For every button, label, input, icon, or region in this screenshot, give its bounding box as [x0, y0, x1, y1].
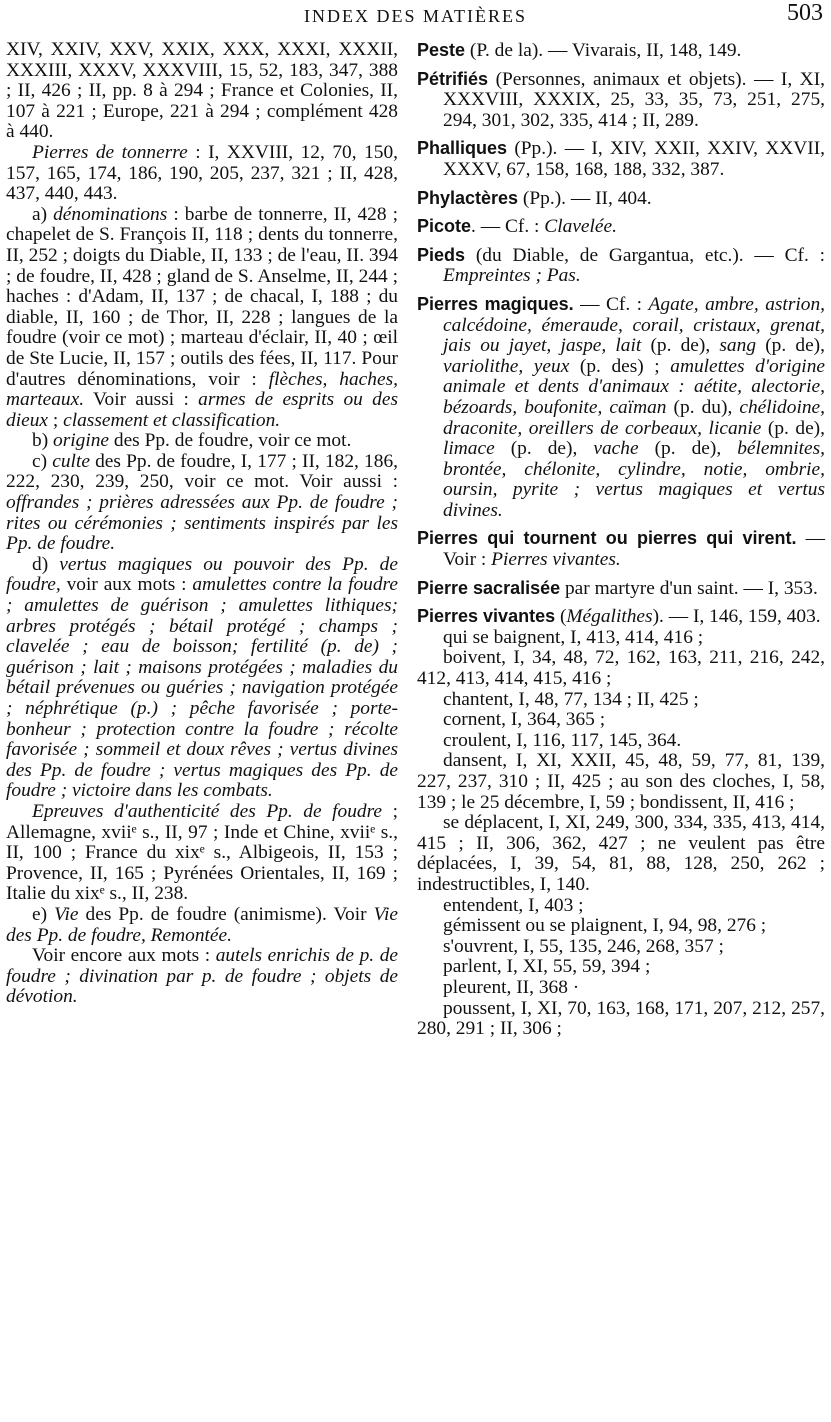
subentry: se déplacent, I, XI, 249, 300, 334, 335, 413, 414, 415 ; II, 306, 362, 427 ; ne veulent pas être déplacées, I, 39, 54, 81, 88, 128, 250, 262 ; indestructibles, I, 140. [417, 812, 825, 895]
section-epreuves: Epreuves d'authenticité des Pp. de foudre ; Allemagne, xviiᵉ s., II, 97 ; Inde et Chine, xviiᵉ s., II, 100 ; France du xixᵉ s., Albigeois, II, 153 ; Provence, II, 165 ; Pyrénées Orientales, II, 169 ; Italie du xixᵉ s., II, 238. [6, 800, 398, 905]
subentry: cornent, I, 364, 365 ; [443, 709, 606, 731]
entry-pierre-sacralisee: Pierre sacralisée par martyre d'un saint. — I, 353. [417, 577, 818, 599]
section-e-vie: e) Vie des Pp. de foudre (animisme). Voir Vie des Pp. de foudre, Remontée. [6, 903, 398, 946]
page-header [0, 0, 831, 36]
subentry: poussent, I, XI, 70, 163, 168, 171, 207, 212, 257, 280, 291 ; II, 306 ; [417, 997, 825, 1040]
section-a-denominations: a) dénominations : barbe de tonnerre, II, 428 ; chapelet de S. François II, 118 ; dents du tonnerre, II, 252 ; doigts du Diable, II, 133 ; de l'eau, II. 394 ; de foudre, II, 428 ; gland de S. Anselme, II, 244 ; haches : d'Adam, II, 137 ; de chacal, I, 188 ; du diable, II, 160 ; de Thor, II, 228 ; langues de la foudre (voir ce mot) ; marteau d'éclair, II, 40 ; œil de Ste Lucie, II, 157 ; outils des fées, II, 117. Pour d'autres dénominations, voir : flèches, haches, marteaux. Voir aussi : armes de esprits ou des dieux ; classement et classification. [6, 203, 398, 431]
headword: Pétrifiés [417, 68, 489, 89]
headword: Pierres qui tournent ou pierres qui virent. [417, 528, 797, 549]
subentry: dansent, I, XI, XXII, 45, 48, 59, 77, 81, 139, 227, 237, 310 ; II, 425 ; au son des cloches, I, 58, 139 ; le 25 décembre, I, 59 ; bondissent, II, 416 ; [417, 750, 825, 813]
headword: Phalliques [417, 138, 508, 159]
subentry: pleurent, II, 368 · [443, 976, 580, 998]
headword: Picote [417, 216, 472, 237]
headword: Pierres magiques. [417, 293, 574, 314]
entry-pieds: Pieds (du Diable, de Gargantua, etc.). — Cf. : Empreintes ; Pas. [417, 244, 825, 287]
section-d-vertus: d) vertus magiques ou pouvoir des Pp. de foudre, voir aux mots : amulettes contre la foudre ; amulettes de guérison ; amulettes lithiques; arbres protégés ; bétail protégé ; champs ; clavelée ; eau de boisson; fertilité (p. de) ; guérison ; lait ; maisons protégées ; maladies du bétail prévenues ou guéries ; navigation protégée ; néphrétique (p.) ; pêche favorisée ; porte-bonheur ; protection contre la foudre ; récolte favorisée ; sommeil et doux rêves ; vertus divines des Pp. de foudre ; vertus magiques des Pp. de foudre ; victoire dans les combats. [6, 553, 398, 802]
running-title: INDEX DES MATIÈRES [304, 6, 527, 26]
headword: Pierres vivantes [417, 606, 556, 627]
entry-petrifies: Pétrifiés (Personnes, animaux et objets). — I, XI, XXXVIII, XXXIX, 25, 33, 35, 73, 251, 275, 294, 301, 302, 335, 414 ; II, 289. [417, 68, 825, 131]
section-c-culte: c) culte des Pp. de foudre, I, 177 ; II, 182, 186, 222, 230, 239, 250, voir ce mot. Voir aussi : offrandes ; prières adressées aux Pp. de foudre ; rites ou cérémonies ; sentiments inspirés par les Pp. de foudre. [6, 450, 398, 555]
entry-pierres-magiques: Pierres magiques. — Cf. : Agate, ambre, astrion, calcédoine, émeraude, corail, cristaux, grenat, jais ou jayet, jaspe, lait (p. de), sang (p. de), variolithe, yeux (p. des) ; amulettes d'origine animale et dents d'animaux : aétite, alectorie, bézoards, boufonite, caïman (p. du), chélidoine, draconite, oreillers de corbeaux, licanie (p. de), limace (p. de), vache (p. de), bélemnites, brontée, chélonite, cylindre, notie, ombrie, oursin, pyrite ; vertus magiques et vertus divines. [417, 293, 825, 521]
subentry-pierres-de-tonnerre: Pierres de tonnerre : I, XXVIII, 12, 70, 150, 157, 165, 174, 186, 190, 205, 237, 321 ; II, 428, 437, 440, 443. [6, 141, 399, 205]
subentry: parlent, I, XI, 55, 59, 394 ; [443, 956, 651, 978]
continued-entry: XIV, XXIV, XXV, XXIX, XXX, XXXI, XXXII, XXXIII, XXXV, XXXVIII, 15, 52, 183, 347, 388 ; II, 426 ; II, pp. 8 à 294 ; France et Colonies, II, 107 à 221 ; Europe, 221 à 294 ; complément 428 à 440. [6, 39, 398, 143]
entry-picote: Picote. — Cf. : Clavelée. [417, 216, 617, 238]
entry-pierres-vivantes: Pierres vivantes (Mégalithes). — I, 146, 159, 403. [417, 606, 821, 628]
headword: Peste [417, 40, 466, 60]
headword: Pierre sacralisée [417, 577, 561, 598]
subentry: s'ouvrent, I, 55, 135, 246, 268, 357 ; [443, 935, 724, 957]
left-column [6, 40, 398, 1008]
entry-phylacteres: Phylactères (Pp.). — II, 404. [417, 187, 652, 209]
right-column [417, 40, 825, 1040]
subentry: chantent, I, 48, 77, 134 ; II, 425 ; [443, 688, 699, 710]
subentry: qui se baignent, I, 413, 414, 416 ; [443, 626, 704, 648]
subentry: boivent, I, 34, 48, 72, 162, 163, 211, 216, 242, 412, 413, 414, 415, 416 ; [417, 647, 825, 690]
headword: Pieds [417, 244, 466, 265]
page-number: 503 [787, 0, 823, 26]
subentry: entendent, I, 403 ; [443, 894, 584, 916]
subentry-title: Pierres de tonnerre [32, 141, 188, 163]
entry-phalliques: Phalliques (Pp.). — I, XIV, XXII, XXIV, XXVII, XXXV, 67, 158, 168, 188, 332, 387. [417, 138, 825, 180]
section-voir-encore: Voir encore aux mots : autels enrichis de p. de foudre ; divination par p. de foudre ; objets de dévotion. [6, 945, 399, 1008]
subentry: gémissent ou se plaignent, I, 94, 98, 276 ; [443, 915, 767, 937]
headword: Phylactères [417, 187, 519, 208]
subentry: croulent, I, 116, 117, 145, 364. [443, 729, 682, 751]
entry-peste: Peste (P. de la). — Vivarais, II, 148, 149. [417, 40, 742, 61]
entry-pierres-qui-tournent: Pierres qui tournent ou pierres qui virent. — Voir : Pierres vivantes. [417, 528, 825, 571]
section-b-origine: b) origine des Pp. de foudre, voir ce mot. [32, 430, 352, 452]
